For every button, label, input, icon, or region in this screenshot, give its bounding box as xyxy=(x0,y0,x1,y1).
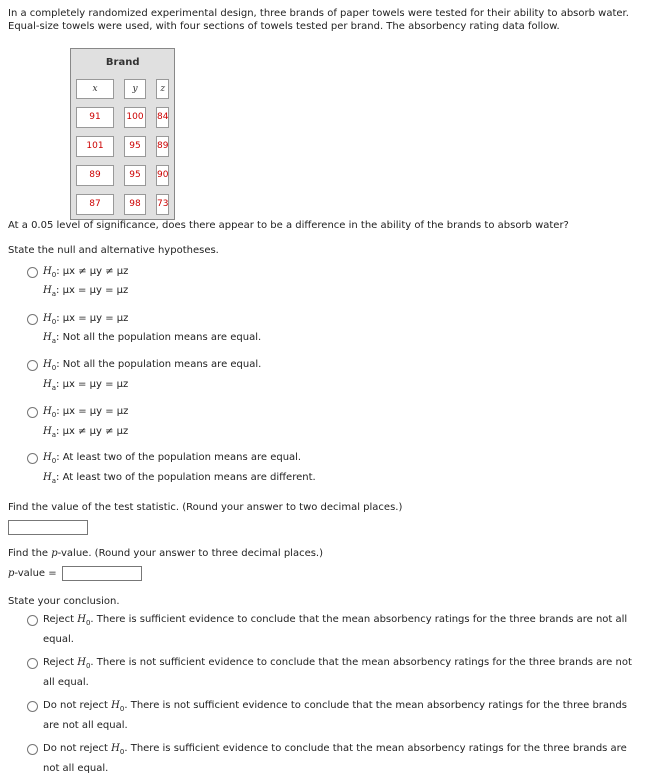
hypothesis-option-3-h0: $H_0$: Not all the population means are equal. xyxy=(43,359,262,372)
ha-text: At least two of the population means are different. xyxy=(62,472,316,483)
hypothesis-option-3-ha: $H_a$: μx = μy = μz xyxy=(43,379,129,392)
hypothesis-option-5-ha: $H_a$: At least two of the population means are different. xyxy=(43,472,316,485)
h0-text: μx = μy = μz xyxy=(62,313,129,324)
conclusion-option-4-line1: Do not reject $H_0$. There is sufficient evidence to conclude that the mean absorbency ratings for the three brands are xyxy=(43,743,627,756)
conclusion-action: Do not reject xyxy=(43,743,108,754)
conclusion-text: There is sufficient evidence to conclude that the mean absorbency ratings for the three brands are not all xyxy=(93,614,628,625)
question-text: At a 0.05 level of significance, does there appear to be a difference in the ability of the brands to absorb water? xyxy=(8,220,569,231)
conclusion-option-1-line2: equal. xyxy=(43,634,74,645)
table-cell: 87 xyxy=(76,194,114,215)
table-cell: 84 xyxy=(156,107,169,128)
hypothesis-option-1-radio[interactable] xyxy=(27,267,38,278)
h0-text: At least two of the population means are equal. xyxy=(62,452,302,463)
conclusion-prompt: State your conclusion. xyxy=(8,596,120,607)
table-header-brand: Brand xyxy=(105,56,140,68)
conclusion-action: Reject xyxy=(43,614,75,625)
conclusion-action: Do not reject xyxy=(43,700,108,711)
table-cell: 90 xyxy=(156,165,169,186)
pvalue-label: p-value = xyxy=(8,568,57,579)
conclusion-action: Reject xyxy=(43,657,75,668)
col-header-y: y xyxy=(124,79,146,99)
hypothesis-option-4-ha: $H_a$: μx ≠ μy ≠ μz xyxy=(43,426,129,439)
test-statistic-prompt: Find the value of the test statistic. (Round your answer to two decimal places.) xyxy=(8,502,403,513)
conclusion-option-3-line1: Do not reject $H_0$. There is not sufficient evidence to conclude that the mean absorbency ratings for the three brands xyxy=(43,700,627,713)
hypothesis-option-5-radio[interactable] xyxy=(27,453,38,464)
col-header-x: x xyxy=(76,79,114,99)
col-header-z: z xyxy=(156,79,169,99)
table-cell: 101 xyxy=(76,136,114,157)
table-cell: 98 xyxy=(124,194,146,215)
conclusion-option-2-line1: Reject $H_0$. There is not sufficient evidence to conclude that the mean absorbency ratings for the three brands are not xyxy=(43,657,632,670)
conclusion-option-1-line1: Reject $H_0$. There is sufficient evidence to conclude that the mean absorbency ratings for the three brands are not all xyxy=(43,614,628,627)
conclusion-text: There is sufficient evidence to conclude that the mean absorbency ratings for the three brands are xyxy=(127,743,627,754)
table-cell: 91 xyxy=(76,107,114,128)
table-cell: 100 xyxy=(124,107,146,128)
table-cell: 89 xyxy=(156,136,169,157)
h0-text: Not all the population means are equal. xyxy=(62,359,262,370)
hypothesis-option-1-h0: $H_0$: μx ≠ μy ≠ μz xyxy=(43,266,129,279)
hypothesis-option-5-h0: $H_0$: At least two of the population means are equal. xyxy=(43,452,302,465)
hypothesis-option-2-ha: $H_a$: Not all the population means are equal. xyxy=(43,332,262,345)
conclusion-option-3-radio[interactable] xyxy=(27,701,38,712)
conclusion-text: There is not sufficient evidence to conclude that the mean absorbency ratings for the three brands are not xyxy=(93,657,632,668)
table-cell: 95 xyxy=(124,165,146,186)
absorbency-table xyxy=(70,48,175,220)
conclusion-option-2-line2: all equal. xyxy=(43,677,89,688)
pvalue-input[interactable] xyxy=(62,566,142,581)
hypothesis-option-2-radio[interactable] xyxy=(27,314,38,325)
table-cell: 73 xyxy=(156,194,169,215)
h0-text: μx = μy = μz xyxy=(62,406,129,417)
ha-text: μx = μy = μz xyxy=(62,285,129,296)
hypothesis-option-1-ha: $H_a$: μx = μy = μz xyxy=(43,285,129,298)
hypotheses-prompt: State the null and alternative hypotheses. xyxy=(8,245,219,256)
conclusion-option-1-radio[interactable] xyxy=(27,615,38,626)
ha-text: μx ≠ μy ≠ μz xyxy=(62,426,129,437)
conclusion-option-4-line2: not all equal. xyxy=(43,763,109,774)
test-statistic-input[interactable] xyxy=(8,520,88,535)
table-cell: 89 xyxy=(76,165,114,186)
hypothesis-option-2-h0: $H_0$: μx = μy = μz xyxy=(43,313,129,326)
ha-text: μx = μy = μz xyxy=(62,379,129,390)
problem-intro: In a completely randomized experimental design, three brands of paper towels were tested for their ability to absorb water. Equal-size towels were used, with four sections of towels tested per brand. The absorbency rating data follow. xyxy=(8,8,629,32)
conclusion-option-3-line2: are not all equal. xyxy=(43,720,128,731)
conclusion-text: There is not sufficient evidence to conclude that the mean absorbency ratings for the three brands xyxy=(127,700,627,711)
hypothesis-option-4-h0: $H_0$: μx = μy = μz xyxy=(43,406,129,419)
h0-text: μx ≠ μy ≠ μz xyxy=(62,266,129,277)
pvalue-prompt: Find the p-value. (Round your answer to three decimal places.) xyxy=(8,548,324,559)
hypothesis-option-3-radio[interactable] xyxy=(27,360,38,371)
conclusion-option-2-radio[interactable] xyxy=(27,658,38,669)
conclusion-option-4-radio[interactable] xyxy=(27,744,38,755)
table-cell: 95 xyxy=(124,136,146,157)
hypothesis-option-4-radio[interactable] xyxy=(27,407,38,418)
ha-text: Not all the population means are equal. xyxy=(62,332,262,343)
